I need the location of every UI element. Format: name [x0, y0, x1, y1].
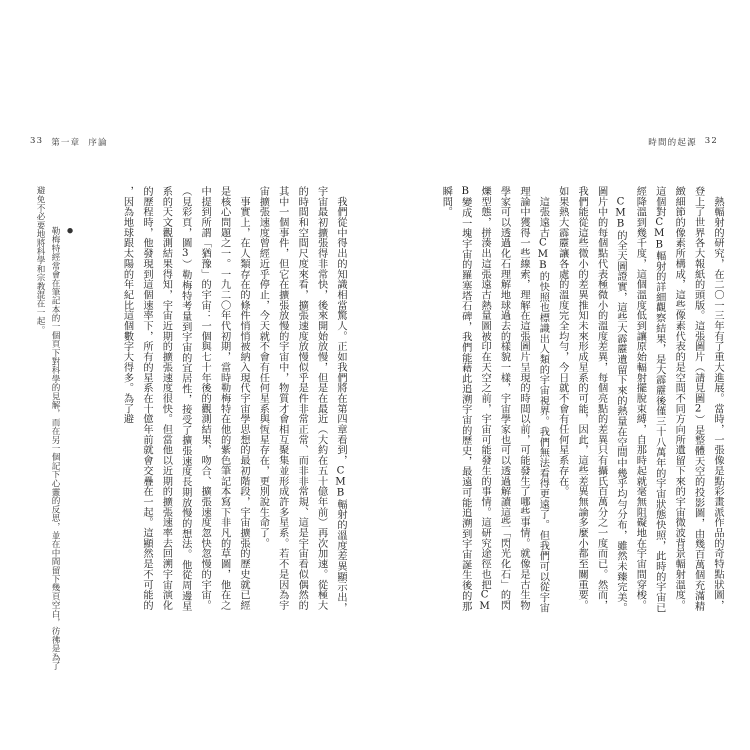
- book-title: 時間的起源: [648, 138, 697, 148]
- left-running-head: [30, 136, 108, 148]
- footnote-marker: ●: [66, 226, 74, 235]
- right-page-number: 32: [704, 136, 718, 146]
- chapter-title: 序論: [88, 138, 108, 148]
- paragraph: 這張遠古CMB的快照也標識出人類的宇宙視界。我們無法看得更遠了。但我們可以從宇宙 理論中獲得一些線索，理解在這張圖片呈現的時間以前，可能發生了哪些事情。就像是古生物 學家可以透過化石理解地球過去的樣貌一樣，宇宙學家也可以透過解讀這些「閃光化石」的閃 爍型態，拼湊出這張遠古熱量圖被印在天空之前，宇宙可能發生的事情。這研究途徑也把CM B變成一塊宇宙的羅塞塔石碑，我們能藉此追溯宇宙的歷史，最遠可能追溯到宇宙誕生後的那 瞬間。: [440, 186, 549, 613]
- paragraph: CMB的全天圖證實，這些大霹靂遺留下來的熱量在空間中幾乎均勻分布，雖然未臻完美。 圖片中的每個點代表極微小的溫度差異，每個亮點的差異只有攝氏百萬分之一度而已。然而， 我們能從這些微小的差異推知未來形成星系的可能，因此，這些差異無論多麼小都至關重要。 如果熱大霹靂讓各處的溫度完全均勻，今日就不會有任何星系存在。: [556, 186, 626, 613]
- paragraph: 事實上，在人類存在的條件悄悄被納入現代宇宙學思想的最初階段，宇宙擴張的歷史就已經 是核心問題之一。一九二〇年代初期，當時勒梅特在他的紫色筆記本寫下非凡的草圖，他在之 中提到所謂「猶豫」的宇宙：一個與七十年後的觀測結果，吻合、擴張速度忽快忽慢的宇宙。 （見彩頁，圖3）勒梅特考量到宇宙的宜居性，接受了擴張速度長期放慢的想法。他從周邊星 系的天文觀測結果得知，宇宙近期的擴張速度很快。但當他以近期的擴張速率去回溯宇宙演化 的歷程時，他發現到這個速率下，所有的星系在十億年前就會交疊在一起。這顯然是不可能的 ，因為地球跟太陽的年紀比這個數字大得多。為了避: [121, 186, 249, 612]
- chapter-label: 第一章: [51, 138, 81, 148]
- footnote: [17, 186, 92, 671]
- paragraph: 我們從中得出的知識相當驚人。正如我們將在第四章看到，CMB輻射的溫度差異顯示出， 宇宙最初擴張得非常快，後來開始放慢，但是在最近（大約在五十億年前）再次加速。從極大 的時間和空間尺度來看，擴張速度放慢似乎是件非常正常、而非非常規、這是宇宙看似偶然的 其中一個事件，但它在擴張放慢的宇宙中，物質才會相互聚集並形成許多星系。若不是因為宇 宙擴張速度曾經近乎停止，今天就不會有任何星系與恆星存在，更別說生命了。: [257, 186, 346, 613]
- right-page-body: [436, 186, 727, 642]
- paragraph: 熱輻射的研究，在二〇一三年有了重大進展。當時，一張像是點彩畫派作品的奇特點狀圖， 登上了世界各大報紙的頭版。這張圖片（請見圖2）是整體天空的投影圖，由幾百萬個充滿精 緻細節的像素所構成，這些像素代表的是空間不同方向所遺留下來的宇宙微波背景輻射溫度。 這個對CMB輻射的詳細觀察結果，是大霹靂後僅三十八萬年的宇宙狀態快照，此時的宇宙已 經降溫到幾千度，這個溫度低到讓原始輻射擺脫束縛，自那時起就毫無阻礙地在宇宙間穿梭。: [634, 186, 723, 613]
- left-page-number: 33: [30, 136, 44, 146]
- right-running-head: [648, 136, 718, 148]
- footnote-text: 勒梅特經常會在筆記本的一個頁下對科學的見解，而在另一個記下心靈的反思，並在中間留下幾頁空白，彷彿是為了 避免不必要地將科學和宗教混在一起。: [35, 186, 60, 671]
